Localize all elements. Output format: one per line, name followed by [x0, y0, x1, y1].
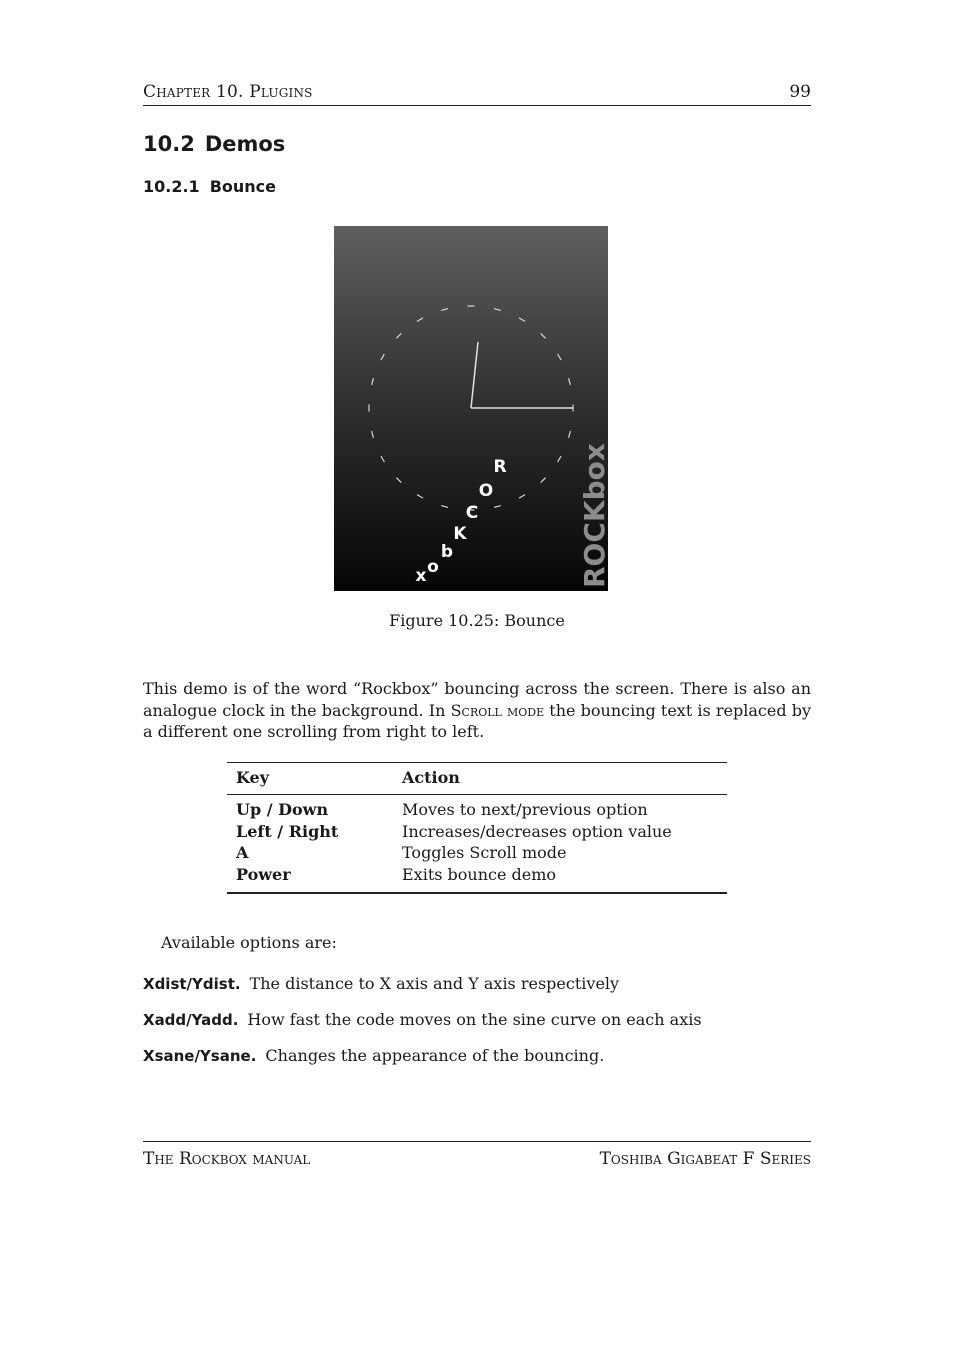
- footer-manual-title: The Rockbox manual: [143, 1149, 311, 1169]
- table-row: [227, 864, 727, 886]
- table-cell-action: Increases/decreases option value: [402, 821, 672, 841]
- chapter-title: Chapter 10. Plugins: [143, 82, 313, 102]
- table-body: [227, 795, 727, 892]
- table-cell-key: Up / Down: [236, 800, 329, 819]
- option-item: [143, 1046, 604, 1065]
- bounce-letter-o: O: [478, 481, 494, 501]
- table-header-key: Key: [236, 768, 270, 787]
- table-cell-action: Toggles Scroll mode: [402, 843, 567, 863]
- section-heading: [143, 132, 285, 156]
- paragraph-text-2: the bouncing text is replaced by a different one scrolling from right to left.: [143, 700, 811, 742]
- bounce-letter-o2: o: [427, 557, 439, 577]
- option-item: [143, 974, 619, 993]
- table-cell-key: Power: [236, 865, 291, 885]
- table-row: [227, 799, 727, 821]
- option-term: Xdist/Ydist.: [143, 975, 241, 993]
- table-cell-key: A: [236, 843, 249, 863]
- bounce-letter-x: x: [415, 566, 427, 586]
- bounce-letter-k: K: [453, 524, 467, 544]
- table-cell-action: Moves to next/previous option: [402, 800, 648, 819]
- table-header-row: [227, 763, 727, 795]
- paragraph-text-1: This demo is of the word “Rockbox” bouncing across the screen. There is also an analogue clock in the background. In: [143, 679, 811, 720]
- subsection-number: 10.2.1: [143, 177, 200, 196]
- option-term: Xsane/Ysane.: [143, 1047, 257, 1065]
- table-row: [227, 842, 727, 864]
- option-description: How fast the code moves on the sine curve on each axis: [247, 1010, 702, 1029]
- option-description: The distance to X axis and Y axis respectively: [249, 974, 620, 993]
- key-action-table: [227, 762, 727, 894]
- page-footer: [143, 1141, 811, 1169]
- option-item: [143, 1010, 702, 1029]
- scroll-mode-term: Scroll mode: [450, 700, 545, 720]
- bounce-letter-r: R: [493, 457, 507, 477]
- table-cell-action: Exits bounce demo: [402, 865, 557, 885]
- subsection-heading: [143, 177, 276, 196]
- table-row: [227, 821, 727, 843]
- bounce-letter-b: b: [440, 542, 454, 562]
- section-number: 10.2: [143, 132, 195, 156]
- page-number: 99: [789, 82, 811, 102]
- table-cell-key: Left / Right: [236, 821, 339, 841]
- subsection-title: Bounce: [209, 177, 276, 196]
- bounce-letter-c: C: [465, 503, 479, 523]
- page-header: [143, 82, 811, 106]
- body-paragraph: [143, 678, 811, 743]
- option-description: Changes the appearance of the bouncing.: [265, 1046, 605, 1065]
- footer-device-name: Toshiba Gigabeat F Series: [599, 1149, 811, 1169]
- bounce-screenshot: [334, 226, 608, 591]
- table-header-action: Action: [402, 768, 460, 787]
- section-title: Demos: [204, 132, 286, 156]
- figure-caption: Figure 10.25: Bounce: [389, 611, 565, 630]
- options-intro: Available options are:: [161, 933, 337, 952]
- rockbox-logo: ROCKbox: [578, 443, 608, 588]
- option-term: Xadd/Yadd.: [143, 1011, 239, 1029]
